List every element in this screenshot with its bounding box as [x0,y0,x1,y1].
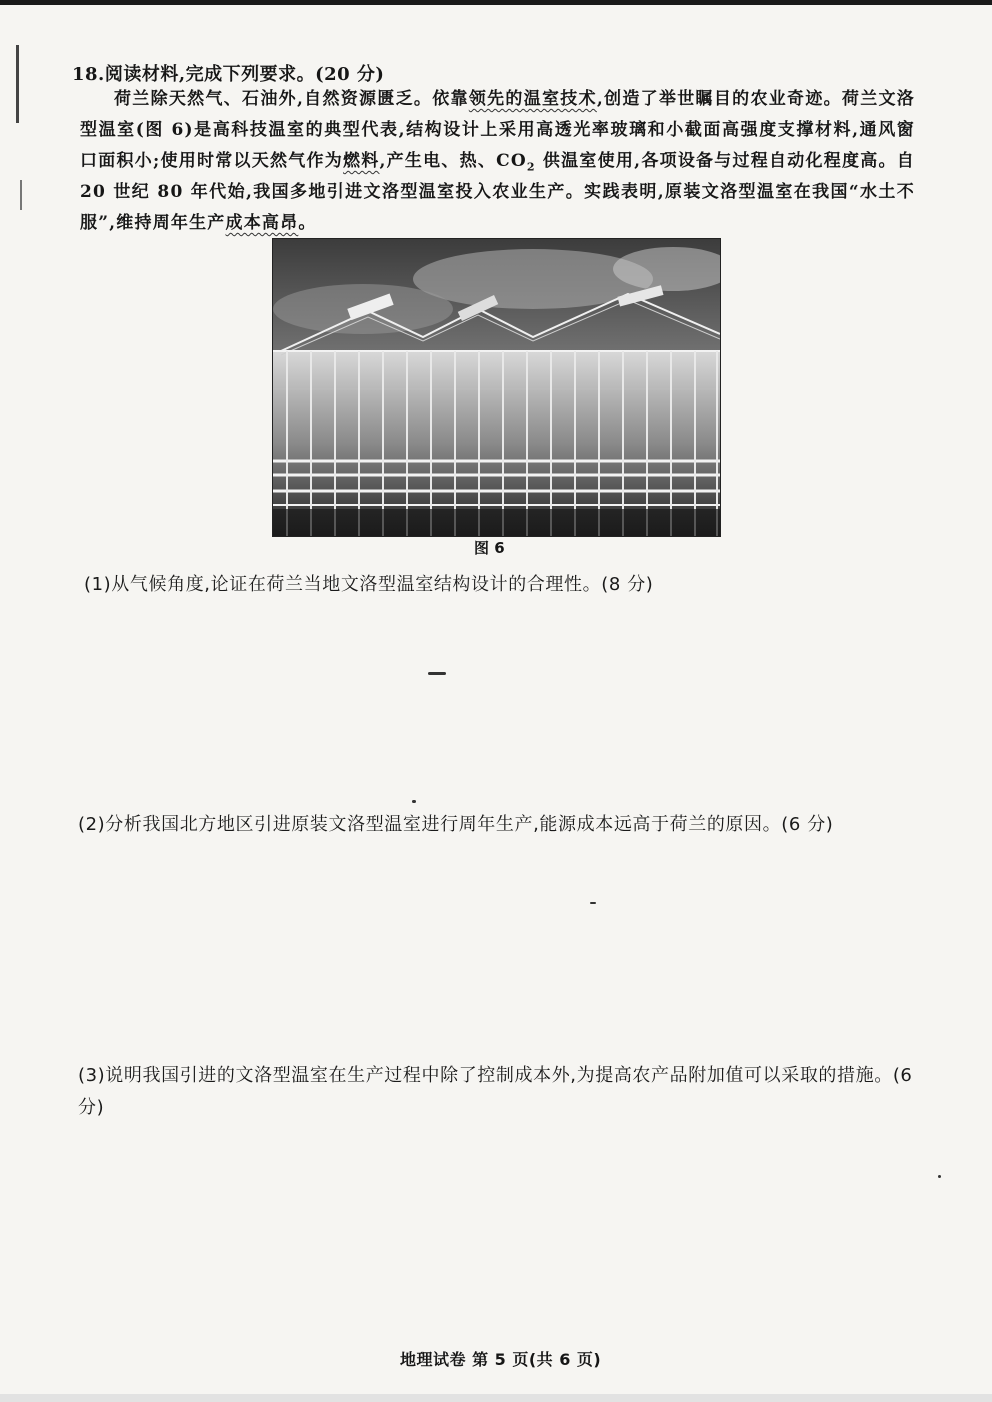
scan-speck [412,800,416,803]
question-instruction: 阅读材料,完成下列要求。(20 分) [104,64,385,85]
scan-left-edge [16,45,19,123]
scan-speck [590,902,596,904]
figure-caption: 图 6 [474,539,505,557]
scan-speck [938,1175,941,1178]
greenhouse-photo [272,238,721,537]
question-heading [72,60,384,86]
handwritten-underline: 领先的温室技术 [468,89,597,109]
handwritten-underline: 成本高昂 [225,213,299,233]
question-number: 18. [72,64,105,85]
scan-left-edge-mark [20,180,22,210]
material-text: 。 [298,213,317,233]
handwritten-underline: 燃料 [343,151,380,171]
scan-top-edge [0,0,992,5]
scan-speck [428,672,446,675]
material-text: ,产生电、热、CO [379,151,527,171]
material-text: 供温室使用,各项设备与过程自动化程度高。自 20 世纪 80 年代始,我国多地引进文洛型温室投入农业生产。实践表明,原装文洛型温室在我国“水土不服”,维持周年生产 [80,151,915,233]
sub-question-3: (3)说明我国引进的文洛型温室在生产过程中除了控制成本外,为提高农产品附加值可以采取的措施。(6 分) [78,1065,913,1118]
page-footer: 地理试卷 第 5 页(共 6 页) [400,1350,602,1369]
reading-material [80,84,915,239]
sub-question-2: (2)分析我国北方地区引进原装文洛型温室进行周年生产,能源成本远高于荷兰的原因。(6 分) [78,814,834,835]
sub-question-1: (1)从气候角度,论证在荷兰当地文洛型温室结构设计的合理性。(8 分) [84,574,654,595]
scan-bottom-edge [0,1394,992,1402]
material-text: ,创造了举世瞩目的农业奇迹。荷兰文洛型温室(图 6)是高科技温室的典型代表,结构设计上采用高透光率玻璃和小截面高强度支撑材料,通风窗口面积小;使用时常以天然气作为 [80,89,915,171]
material-text: 荷兰除天然气、石油外,自然资源匮乏。依靠 [114,89,469,109]
co2-subscript: 2 [526,160,536,174]
